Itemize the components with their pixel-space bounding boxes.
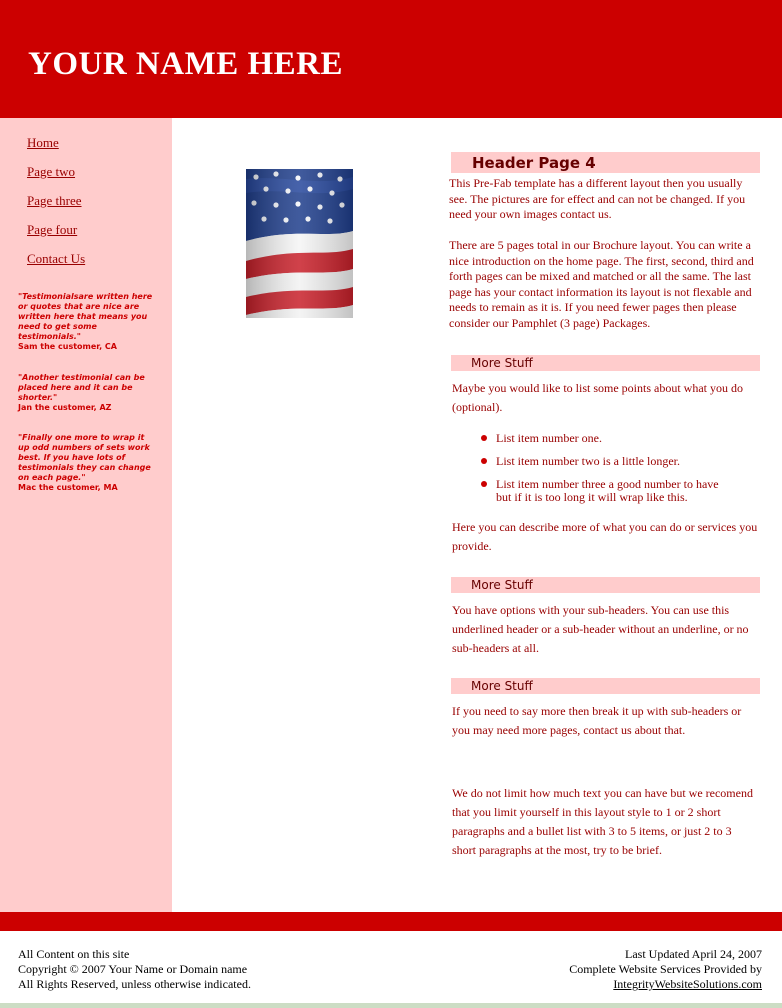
page-header <box>451 152 760 173</box>
testimonial <box>18 373 156 413</box>
testimonial-author: Jan the customer, AZ <box>18 403 112 412</box>
footer-line: Copyright © 2007 Your Name or Domain name <box>18 962 248 976</box>
bullet-icon <box>481 481 487 487</box>
testimonial-author: Mac the customer, MA <box>18 483 118 492</box>
sidebar <box>0 118 172 912</box>
testimonial-author: Sam the customer, CA <box>18 342 117 351</box>
list-item: List item number two is a little longer. <box>481 455 731 468</box>
nav-link-page-three[interactable]: Page three <box>27 193 82 208</box>
american-flag-image <box>246 169 353 318</box>
testimonial-quote: "Finally one more to wrap it up odd numbers of sets work best. If you have lots of testimonials they can change on each page." <box>18 433 151 482</box>
list-item: List item number three a good number to have but if it is too long it will wrap like this. <box>481 478 731 504</box>
footer-line: Complete Website Services Provided by <box>569 962 762 976</box>
testimonial <box>18 433 156 493</box>
nav-link-contact-us[interactable]: Contact Us <box>27 251 86 266</box>
intro-paragraph: There are 5 pages total in our Brochure layout. You can write a nice introduction on the home page. The first, second, third and forth pages can be mixed and matched or all the same. The last page has your contact information its layout is not flexable and needs to remain as it is. If you need fewer pages then please consider our Pamphlet (3 page) Packages. <box>449 238 754 330</box>
sub-header <box>451 678 760 694</box>
footer-credits <box>569 947 762 992</box>
section-paragraph: You have options with your sub-headers. You can use this underlined header or a sub-header without an underline, or no sub-headers at all. <box>452 603 749 655</box>
sidebar-nav <box>27 134 85 279</box>
testimonial-quote: "Testimonialsare written here or quotes that are nice are written here that means you need to get some testimonials." <box>18 292 153 341</box>
testimonial <box>18 292 156 352</box>
bottom-strip <box>0 1003 782 1008</box>
testimonial-quote: "Another testimonial can be placed here and it can be shorter." <box>18 373 145 402</box>
footer-provider-link[interactable]: IntegrityWebsiteSolutions.com <box>613 977 762 991</box>
nav-link-home[interactable]: Home <box>27 135 59 150</box>
sub-header-text: More Stuff <box>471 578 533 592</box>
footer-bar <box>0 912 782 931</box>
sub-header-text: More Stuff <box>471 679 533 693</box>
footer-line: All Content on this site <box>18 947 130 961</box>
bullet-icon <box>481 435 487 441</box>
section-paragraph: If you need to say more then break it up with sub-headers or you may need more pages, contact us about that. <box>452 704 742 737</box>
footer-last-updated: Last Updated April 24, 2007 <box>625 947 762 961</box>
sub-header-text: More Stuff <box>471 356 533 370</box>
footer-copyright <box>18 947 251 992</box>
list-item: List item number one. <box>481 432 731 445</box>
section-paragraph: Here you can describe more of what you can do or services you provide. <box>452 520 758 553</box>
sub-header <box>451 355 760 371</box>
site-header <box>0 0 782 118</box>
section-paragraph: Maybe you would like to list some points about what you do (optional). <box>452 381 743 414</box>
sub-header <box>451 577 760 593</box>
bullet-icon <box>481 458 487 464</box>
nav-link-page-four[interactable]: Page four <box>27 222 78 237</box>
page-header-text: Header Page 4 <box>472 154 596 172</box>
section-paragraph: We do not limit how much text you can have but we recomend that you limit yourself in this layout style to 1 or 2 short paragraphs and a bullet list with 3 to 5 items, or just 2 to 3 short paragraphs at the most, try to be brief. <box>452 786 753 857</box>
intro-paragraph: This Pre-Fab template has a different layout then you usually see. The pictures are for effect and can not be changed. If you need your own images contact us. <box>449 176 746 221</box>
footer-line: All Rights Reserved, unless otherwise indicated. <box>18 977 251 991</box>
bullet-list <box>481 432 731 504</box>
nav-link-page-two[interactable]: Page two <box>27 164 76 179</box>
site-title: YOUR NAME HERE <box>28 46 344 82</box>
